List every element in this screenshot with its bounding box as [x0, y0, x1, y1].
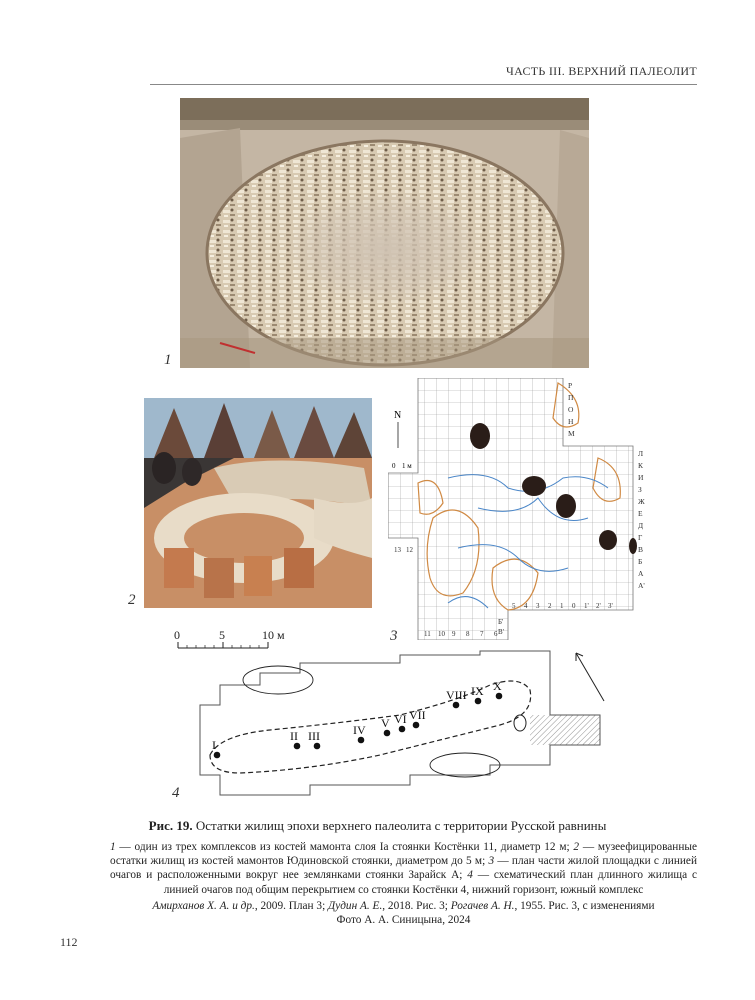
- plan3-scale-zero: 0: [392, 462, 396, 470]
- plan3-row-label: В: [638, 545, 644, 554]
- figure-caption-body: [110, 840, 697, 897]
- ref-author: Рогачев А. Н.: [450, 900, 515, 912]
- plan3-row-label: Л: [638, 449, 644, 458]
- figure-label: Рис. 19.: [148, 818, 193, 833]
- hearth-label: IX: [471, 684, 484, 698]
- hearth-label: VIII: [446, 688, 467, 702]
- scale-tick-10: 10 м: [262, 628, 285, 642]
- north-arrow: [570, 645, 610, 705]
- plan3-row-label: Н: [568, 417, 574, 426]
- plan3-col-label: 3: [536, 602, 540, 610]
- plan3-row-label: В': [498, 628, 504, 636]
- reference-line: [110, 899, 697, 913]
- scale-tick-0: 0: [174, 628, 180, 642]
- ref-author: Амирханов Х. А. и др.: [152, 900, 255, 912]
- plan3-row-label: Д: [638, 521, 644, 530]
- plan3-north-label: N: [394, 410, 402, 421]
- plan3-row-label: Г: [638, 533, 643, 542]
- plan3-row-label: Ж: [638, 497, 645, 506]
- plan3-col-label: 1: [560, 602, 564, 610]
- plan3-row-label: И: [638, 473, 644, 482]
- plan3-row-label: Б: [638, 557, 643, 566]
- figure-credits: [110, 899, 697, 927]
- plan3-col-label: 10: [438, 630, 445, 638]
- caption-item-num: 4: [467, 869, 473, 882]
- plan3-col-label: 13: [394, 546, 401, 554]
- hearth-label: I: [212, 738, 216, 752]
- plan3-col-label: 0: [572, 602, 576, 610]
- caption-item-text: — план части жилой площадки с линией очагов и расположенными вокруг нее землянками стоянки Зарайск А;: [110, 855, 697, 882]
- photo-credit: Фото А. А. Синицына, 2024: [336, 914, 471, 927]
- plan3-row-label: А': [638, 581, 645, 590]
- photo-kostenki-bone-circle: [180, 98, 589, 368]
- photo-yudinovo-museum: [144, 398, 372, 608]
- plan3-col-label: 11: [424, 630, 431, 638]
- caption-item-text: — схематический план длинного жилища с линией очагов под общим перекрытием со стоянки Костёнки 4, нижний горизонт, южный комплекс: [163, 869, 697, 896]
- hearth-label: X: [493, 679, 502, 693]
- caption-item-num: 1: [110, 841, 116, 853]
- plan3-col-label: 1': [584, 602, 589, 610]
- plan3-row-label: Р: [568, 381, 573, 390]
- plan3-col-label: 12: [406, 546, 413, 554]
- plan3-col-label: 5: [512, 602, 516, 610]
- caption-item-num: 3: [488, 855, 495, 868]
- plan3-row-label: А: [638, 569, 644, 578]
- caption-item-num: 2: [573, 841, 580, 853]
- plan-zaraysk: [388, 378, 650, 640]
- plan3-row-label: Б': [498, 618, 504, 626]
- caption-item-text: — один из трех комплексов из костей мамонта слоя Iа стоянки Костёнки 11, диаметр 12 м;: [115, 841, 574, 853]
- plan3-row-label: Е: [638, 509, 643, 518]
- ref-author: Дудин А. Е.: [328, 900, 383, 912]
- plan-kostenki4-long-dwelling: [190, 645, 610, 805]
- plan3-col-label: 3': [608, 602, 613, 610]
- plan3-scale-unit: 1 м: [402, 462, 412, 470]
- hearth-label: VII: [409, 708, 426, 722]
- figure-caption-title: [60, 818, 695, 834]
- hearth-label: VI: [394, 712, 407, 726]
- header-rule: [150, 84, 697, 85]
- panel-label-3: 3: [390, 628, 398, 644]
- plan3-row-label: О: [568, 405, 574, 414]
- hearth-label: V: [381, 716, 390, 730]
- caption-item-text: — музеефицированные остатки жилищ из костей мамонтов Юдиновской стоянки, диаметром до 5 м;: [110, 841, 697, 868]
- plan3-col-label: 4: [524, 602, 528, 610]
- ref-rest: , 1955. Рис. 3, с изменениями: [514, 900, 655, 912]
- plan3-col-label: 2: [548, 602, 552, 610]
- ref-rest: , 2009. План 3;: [254, 900, 329, 912]
- scale-tick-5: 5: [219, 628, 225, 642]
- plan3-row-label: М: [568, 429, 575, 438]
- hearth-label: II: [290, 729, 298, 743]
- figure-title: Остатки жилищ эпохи верхнего палеолита с территории Русской равнины: [195, 818, 607, 833]
- panel-label-1: 1: [164, 352, 172, 368]
- ref-rest: , 2018. Рис. 3;: [382, 900, 451, 912]
- running-head: ЧАСТЬ III. ВЕРХНИЙ ПАЛЕОЛИТ: [505, 64, 697, 78]
- hearth-label: III: [308, 729, 320, 743]
- plan3-col-label: 7: [480, 630, 484, 638]
- plan3-row-label: З: [638, 485, 642, 494]
- hearth-label: IV: [353, 723, 366, 737]
- plan3-col-label: 2': [596, 602, 601, 610]
- plan3-col-label: 8: [466, 630, 470, 638]
- panel-label-4: 4: [172, 785, 180, 801]
- plan3-row-label: П: [568, 393, 574, 402]
- plan3-row-label: К: [638, 461, 644, 470]
- panel-label-2: 2: [128, 592, 136, 608]
- plan3-col-label: 6: [494, 630, 498, 638]
- plan3-col-label: 9: [452, 630, 456, 638]
- page-number: 112: [60, 935, 78, 949]
